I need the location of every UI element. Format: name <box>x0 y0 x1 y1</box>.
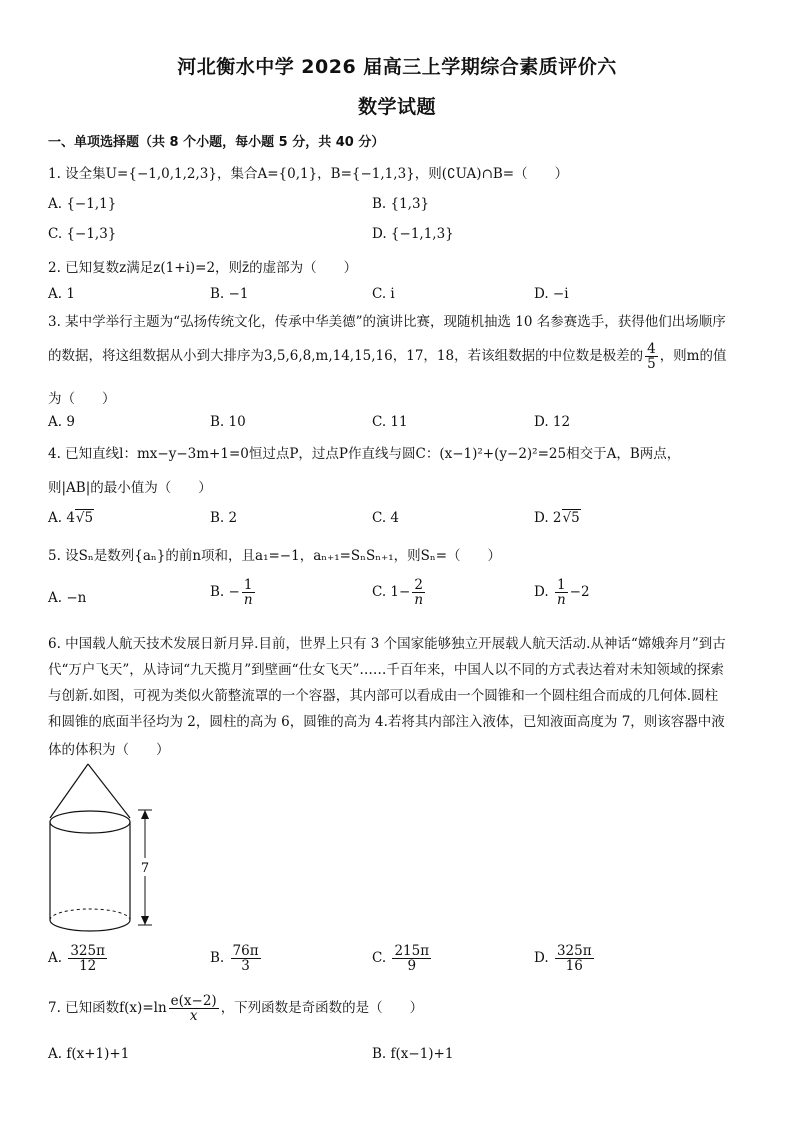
q5-option-d-num: 1 <box>555 578 568 593</box>
q4-option-d <box>534 510 581 526</box>
q6-option-d-num: 325π <box>556 943 592 959</box>
dim-label: 7 <box>140 861 150 876</box>
q2-option-d: D. −i <box>534 286 569 302</box>
q6-option-b-pre: B. <box>210 950 225 967</box>
q4-option-b: B. 2 <box>210 510 238 526</box>
q3-line3: 为（ ） <box>48 391 116 407</box>
q2-option-b: B. −1 <box>210 286 249 302</box>
q7-stem-pre: 7. 已知函数f(x)=ln <box>48 1000 167 1017</box>
dim-arrow-down <box>141 916 149 925</box>
q3-option-a: A. 9 <box>48 414 75 430</box>
q5-option-d <box>534 578 590 607</box>
q5-option-d-pre: D. <box>534 584 553 601</box>
q7-option-a: A. f(x+1)+1 <box>48 1046 130 1062</box>
q5-option-c-num: 2 <box>412 578 425 593</box>
q1-option-a: A. {−1,1} <box>48 196 117 212</box>
q5-option-b-frac <box>242 578 255 607</box>
q4-option-a-radicand: √5 <box>75 510 94 526</box>
q4-option-d-radicand: √5 <box>562 510 580 526</box>
q6-option-c-num: 215π <box>394 943 430 959</box>
cylinder-bottom-back <box>50 909 130 920</box>
q6-line3: 与创新.如图，可视为类似火箭整流罩的一个容器，其内部可以看成由一个圆锥和一个圆柱组合而成的几何体.圆柱 <box>48 688 719 704</box>
q5-option-a: A. −n <box>48 590 87 606</box>
q4-option-d-rad: 5 <box>571 510 580 526</box>
q7-fraction <box>169 994 219 1023</box>
q5-option-b-pre: B. − <box>210 584 240 601</box>
q5-option-b <box>210 578 257 607</box>
q7-frac-den: x <box>189 1008 198 1025</box>
q7-frac-num: e(x−2) <box>170 993 217 1009</box>
cylinder-bottom-front <box>50 920 130 931</box>
q5-option-b-den: n <box>243 592 253 609</box>
q5-option-d-den: n <box>556 592 566 609</box>
q6-option-c-den: 9 <box>407 958 417 975</box>
q1-option-b: B. {1,3} <box>372 196 430 212</box>
q3-line1: 3. 某中学举行主题为“弘扬传统文化，传承中华美德”的演讲比赛，现随机抽选 10 名参赛选手，获得他们出场顺序 <box>48 314 726 330</box>
q3-fraction <box>645 342 658 371</box>
q3-line2-post: ，则m的值 <box>659 348 727 365</box>
cone-left-edge <box>50 764 88 818</box>
q6-option-b-frac <box>231 944 261 973</box>
q4-option-a-rad: 5 <box>84 510 94 526</box>
exam-subtitle: 数学试题 <box>357 96 436 118</box>
q6-option-d <box>534 944 596 973</box>
q6-option-b <box>210 944 263 973</box>
q2-stem: 2. 已知复数z满足z(1+i)=2，则z̄的虚部为（ ） <box>48 260 358 276</box>
cone-cylinder-figure <box>42 760 172 932</box>
q7-stem <box>48 994 423 1023</box>
q3-line2-pre: 的数据，将这组数据从小到大排序为3,5,6,8,m,14,15,16，17，18，若该组数据的中位数是极差的 <box>48 348 644 365</box>
q6-option-a-pre: A. <box>48 950 63 967</box>
q6-option-d-den: 16 <box>565 958 583 975</box>
q6-line4: 和圆锥的底面半径均为 2，圆柱的高为 6，圆锥的高为 4.若将其内部注入液体，已知液面高度为 7，则该容器中液 <box>48 714 725 730</box>
q4-option-d-coef: D. 2 <box>534 510 562 526</box>
q6-option-a <box>48 944 109 973</box>
q4-line2: 则|AB|的最小值为（ ） <box>48 480 212 496</box>
q6-option-c-pre: C. <box>372 950 387 967</box>
q5-option-b-num: 1 <box>242 578 255 593</box>
q5-option-d-frac <box>555 578 568 607</box>
q3-option-b: B. 10 <box>210 414 246 430</box>
q4-option-a <box>48 510 94 526</box>
q6-option-d-frac <box>555 944 594 973</box>
q4-option-c: C. 4 <box>372 510 400 526</box>
cylinder-top-ellipse <box>50 811 130 833</box>
q2-option-a: A. 1 <box>48 286 75 302</box>
q3-frac-num: 4 <box>647 341 656 357</box>
q5-option-c-den: n <box>414 592 424 609</box>
q4-option-a-coef: A. 4 <box>48 510 75 526</box>
q7-option-b: B. f(x−1)+1 <box>372 1046 454 1062</box>
q7-stem-post: ，下列函数是奇函数的是（ ） <box>220 1000 424 1017</box>
exam-title: 河北衡水中学 2026 届高三上学期综合素质评价六 <box>177 56 617 78</box>
q6-option-b-num: 76π <box>232 943 259 959</box>
q3-option-c: C. 11 <box>372 414 408 430</box>
q6-option-a-num: 325π <box>70 943 105 959</box>
cone-right-edge <box>88 764 130 818</box>
q2-option-c: C. i <box>372 286 395 302</box>
q1-option-d: D. {−1,1,3} <box>372 226 454 242</box>
q6-option-a-den: 12 <box>79 958 97 975</box>
q5-option-c <box>372 578 427 607</box>
q6-option-d-pre: D. <box>534 950 549 967</box>
q6-line1: 6. 中国载人航天技术发展日新月异.目前，世界上只有 3 个国家能够独立开展载人航天活动.从神话“嫦娥奔月”到古 <box>48 636 726 652</box>
q6-option-c <box>372 944 433 973</box>
q5-option-c-pre: C. 1− <box>372 584 411 601</box>
q6-line5: 体的体积为（ ） <box>48 742 170 758</box>
q5-option-c-frac <box>412 578 425 607</box>
q5-stem: 5. 设Sₙ是数列{aₙ}的前n项和，且a₁=−1，aₙ₊₁=SₙSₙ₊₁，则Sₙ=（ ） <box>48 548 502 564</box>
section-heading: 一、单项选择题（共 8 个小题，每小题 5 分，共 40 分） <box>48 135 385 150</box>
q3-option-d: D. 12 <box>534 414 571 430</box>
dim-arrow-up <box>141 810 149 819</box>
q5-option-d-post: −2 <box>569 584 590 601</box>
q1-option-c: C. {−1,3} <box>48 226 117 242</box>
q3-frac-den: 5 <box>647 356 656 373</box>
q4-line1: 4. 已知直线l：mx−y−3m+1=0恒过点P，过点P作直线与圆C：(x−1)²+(y−2)²=25相交于A，B两点， <box>48 446 681 462</box>
q3-line2 <box>48 342 727 371</box>
q1-stem: 1. 设全集U={−1,0,1,2,3}，集合A={0,1}，B={−1,1,3}，则(∁UA)∩B=（ ） <box>48 166 569 182</box>
q6-option-b-den: 3 <box>241 958 250 975</box>
q6-option-c-frac <box>392 944 431 973</box>
q6-line2: 代“万户飞天”，从诗词“九天揽月”到壁画“仕女飞天”……千百年来，中国人以不同的方式表达着对未知领域的探索 <box>48 662 724 678</box>
q6-option-a-frac <box>68 944 107 973</box>
